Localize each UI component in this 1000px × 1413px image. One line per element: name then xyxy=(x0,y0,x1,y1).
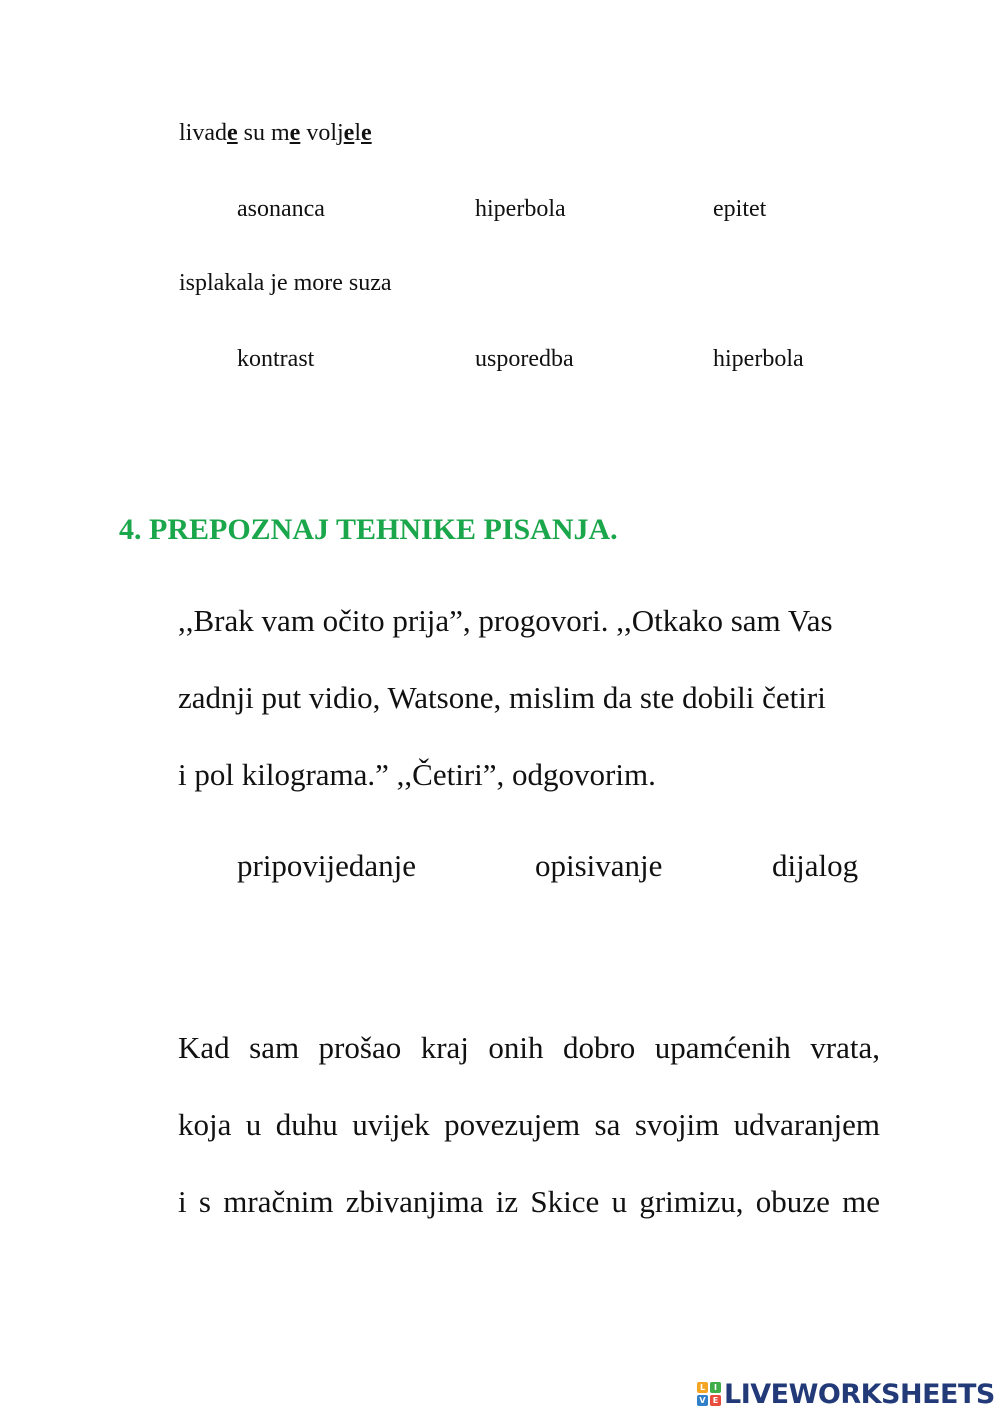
phrase-text: su m xyxy=(237,120,290,146)
passage-2-line-3: i s mračnim zbivanjima iz Skice u grimizu, obuze me xyxy=(178,1184,880,1219)
highlighted-letter: e xyxy=(361,120,372,146)
passage-1-line-3: i pol kilograma.” ,,Četiri”, odgovorim. xyxy=(178,757,656,792)
logo-text: LIVEWORKSHEETS xyxy=(724,1378,995,1410)
option-epitet[interactable]: epitet xyxy=(713,196,767,222)
phrase-text: l xyxy=(354,120,361,146)
option-usporedba[interactable]: usporedba xyxy=(475,346,574,372)
highlighted-letter: e xyxy=(227,120,238,146)
passage-2-line-2: koja u duhu uvijek povezujem sa svojim udvaranjem xyxy=(178,1107,880,1142)
phrase-text: volj xyxy=(300,120,344,146)
option-kontrast[interactable]: kontrast xyxy=(237,346,315,372)
option-dijalog[interactable]: dijalog xyxy=(772,848,859,883)
logo-squares-icon xyxy=(697,1382,721,1406)
option-pripovijedanje[interactable]: pripovijedanje xyxy=(237,848,417,883)
highlighted-letter: e xyxy=(289,120,301,146)
option-hiperbola[interactable]: hiperbola xyxy=(475,196,566,222)
figure-phrase-2: isplakala je more suza xyxy=(179,270,392,296)
logo-square-i: I xyxy=(710,1382,721,1393)
option-opisivanje[interactable]: opisivanje xyxy=(535,848,663,883)
option-hiperbola-2[interactable]: hiperbola xyxy=(713,346,804,372)
highlighted-letter: e xyxy=(343,120,355,146)
phrase-text: livad xyxy=(179,120,227,146)
liveworksheets-logo xyxy=(697,1378,995,1410)
logo-square-l: L xyxy=(697,1382,708,1393)
logo-square-e: E xyxy=(710,1395,721,1406)
option-asonanca[interactable]: asonanca xyxy=(237,196,325,222)
passage-2-line-1: Kad sam prošao kraj onih dobro upamćenih vrata, xyxy=(178,1030,880,1065)
question-4-heading: 4. PREPOZNAJ TEHNIKE PISANJA. xyxy=(119,513,618,546)
logo-square-v: V xyxy=(697,1395,708,1406)
passage-1-line-1: ,,Brak vam očito prija”, progovori. ,,Otkako sam Vas xyxy=(178,603,833,638)
passage-1-line-2: zadnji put vidio, Watsone, mislim da ste dobili četiri xyxy=(178,680,826,715)
figure-phrase-1 xyxy=(179,120,372,147)
